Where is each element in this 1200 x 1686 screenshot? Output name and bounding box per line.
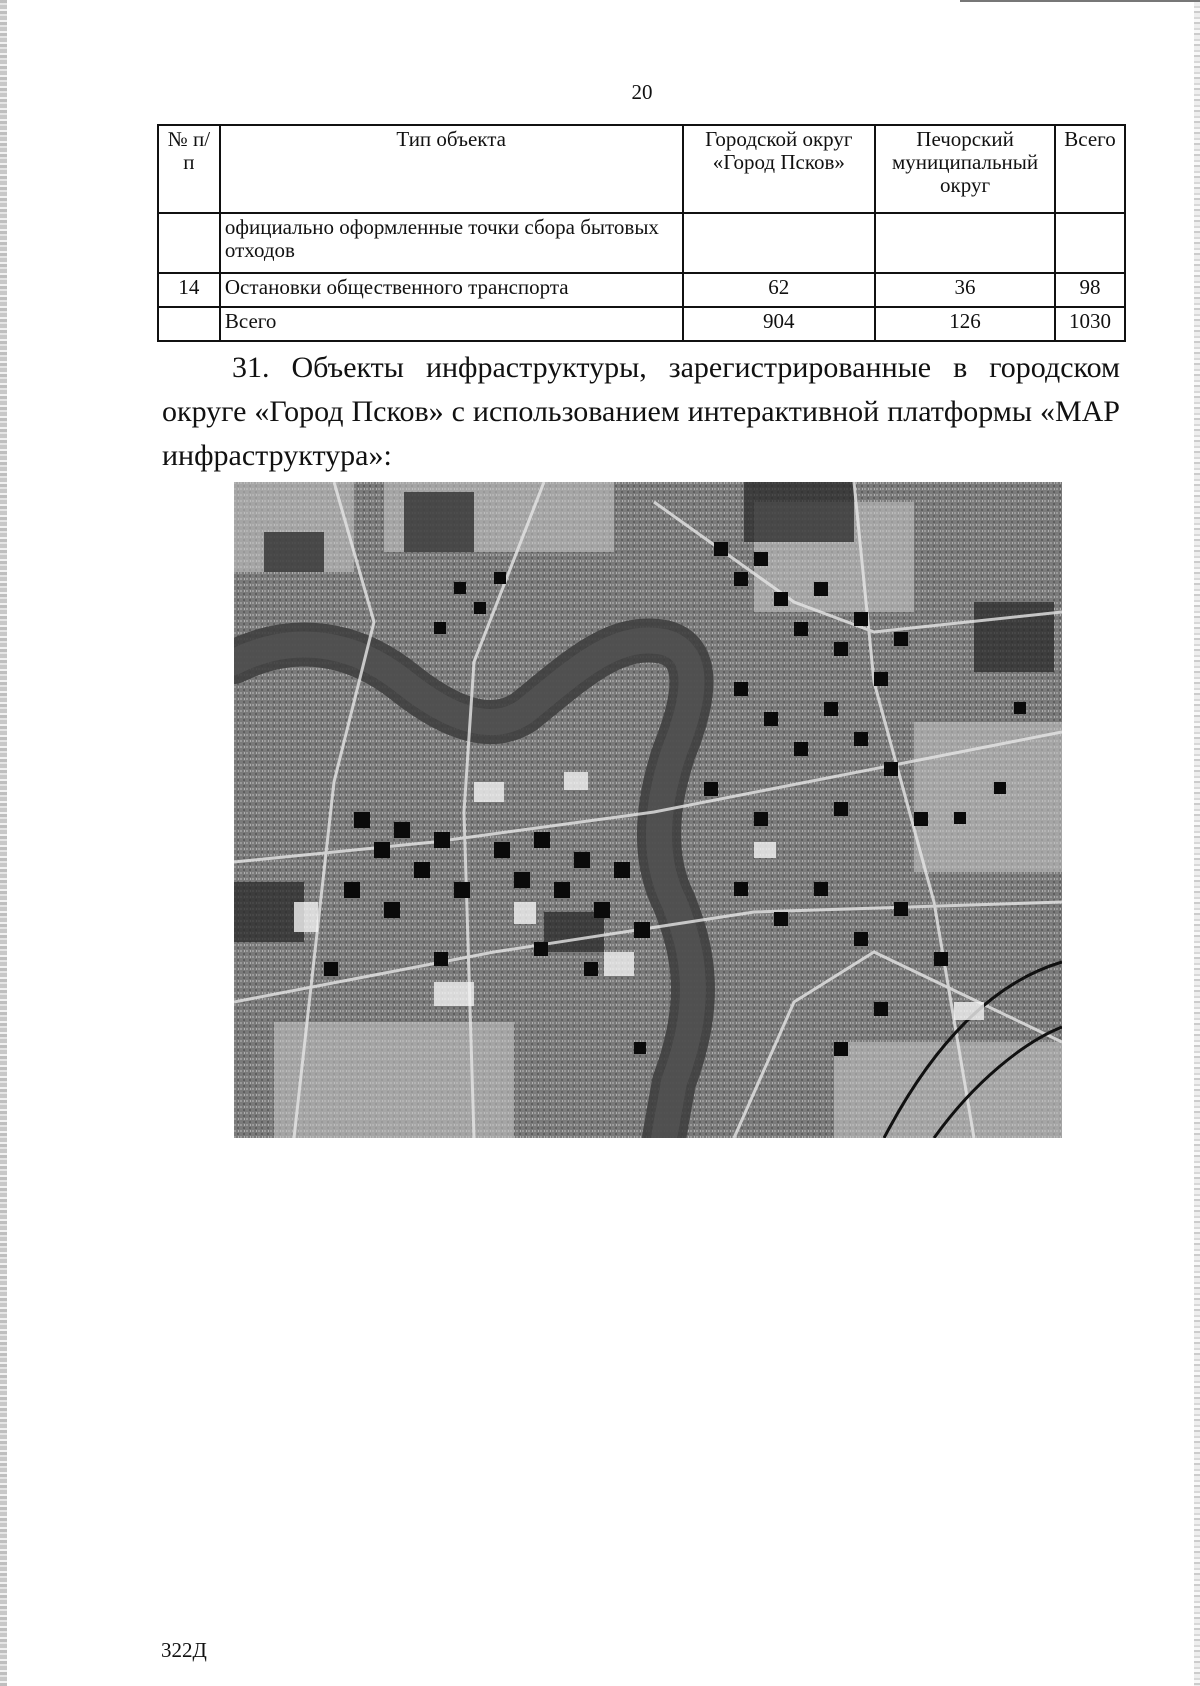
map-figure	[234, 482, 1062, 1138]
table-header-row	[158, 125, 1125, 213]
map-image	[234, 482, 1062, 1138]
header-city: Городской округ «Город Псков»	[683, 125, 876, 213]
cell-type: Всего	[220, 307, 683, 341]
objects-table	[157, 124, 1126, 342]
cell-city	[683, 213, 876, 273]
section-paragraph: 31. Объекты инфраструктуры, зарегистрированные в городском округе «Город Псков» с использованием интерактивной платформы «MAP инфраструктура»:	[162, 351, 1120, 472]
page-number: 20	[631, 80, 653, 104]
footer-code: 322Д	[161, 1638, 207, 1662]
cell-total	[1055, 213, 1125, 273]
cell-total: 98	[1055, 273, 1125, 307]
table-row	[158, 213, 1125, 273]
header-type: Тип объекта	[220, 125, 683, 213]
table-row	[158, 273, 1125, 307]
cell-no: 14	[158, 273, 220, 307]
header-total: Всего	[1055, 125, 1125, 213]
cell-city: 62	[683, 273, 876, 307]
cell-no	[158, 307, 220, 341]
cell-type: Остановки общественного транспорта	[220, 273, 683, 307]
scan-edge-left	[0, 0, 7, 1686]
cell-pechory: 126	[875, 307, 1055, 341]
cell-pechory: 36	[875, 273, 1055, 307]
cell-no	[158, 213, 220, 273]
header-pechory: Печорский муниципальный округ	[875, 125, 1055, 213]
table-row-total	[158, 307, 1125, 341]
top-rule	[960, 0, 1200, 2]
scan-edge-right	[1194, 0, 1200, 1686]
cell-type: официально оформленные точки сбора бытовых отходов	[220, 213, 683, 273]
header-no: № п/п	[158, 125, 220, 213]
cell-pechory	[875, 213, 1055, 273]
cell-city: 904	[683, 307, 876, 341]
cell-total: 1030	[1055, 307, 1125, 341]
